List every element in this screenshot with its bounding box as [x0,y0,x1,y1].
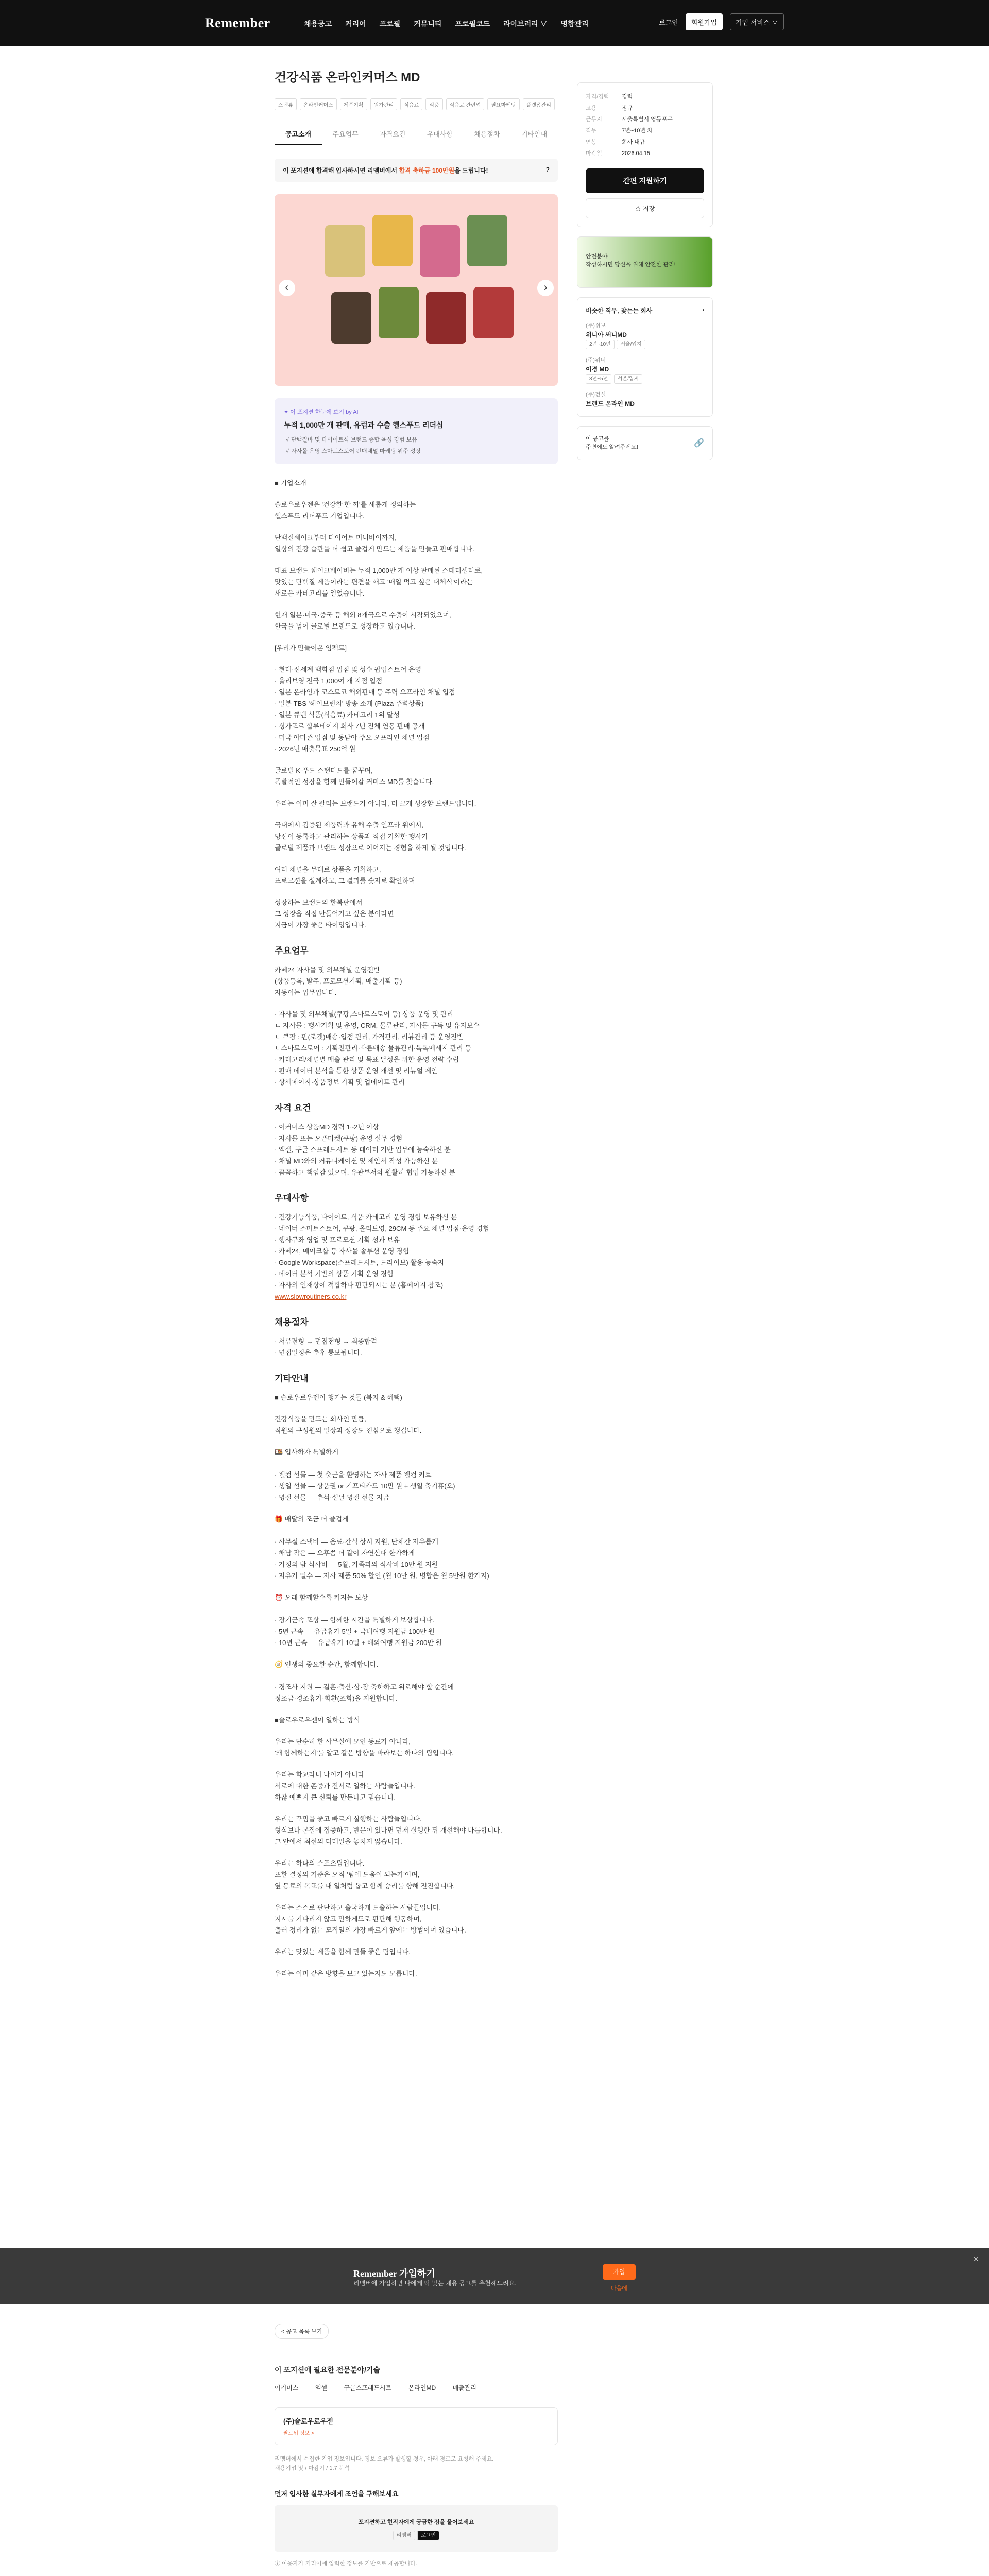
job-tag: 플랫폼관리 [523,98,555,110]
summary-row: 고용 정규 [586,105,633,111]
skills-title: 이 포지션에 필요한 전문분야/기술 [275,2366,380,2374]
company-follow[interactable]: 팔로워 정보 > [283,2431,314,2436]
job-tag: 필요마케팅 [487,98,519,110]
nav-community[interactable]: 커뮤니티 [414,20,442,28]
back-to-list-button[interactable]: < 공고 목록 보기 [275,2324,329,2339]
rec-item[interactable]: (주)쉬보 위니아 써니MD 2년~10년 서울/입지 [586,321,704,348]
ai-point: ✓ 단백질바 및 다이어트식 브랜드 종합 육성 경험 보유 [286,437,417,443]
share-text: 이 공고를 주변에도 알려주세요! [586,436,638,450]
apply-button[interactable]: 간편 지원하기 [586,168,704,193]
etc-heading: 기타안내 [275,1374,309,1383]
job-tag: 제품기획 [340,98,367,110]
paragraph: · 자사몰 및 외부채널(쿠팡,스마트스토어 등) 상품 운영 및 관리 ㄴ 자사몰 : 행사기획 및 운영, CRM, 물류관리, 자사몰 구독 및 유지보수 ㄴ 쿠팡 : 판(로켓)배송·입점 관리, 가격관리, 리뷰관리 등 운영전반 ㄴ스마트스토어 : 기획전관리·빠른배송 물류관리·톡톡메세지 관리 등 · 카테고리/채널별 매출 관리 및 목표 달성을 위한 운영 전략 수립 · 판매 데이터 분석을 통한 상품 운영 개선 및 리뉴얼 제안 · 상세페이지·상품정보 기획 및 업데이트 관리 [275,1010,480,1086]
job-tag: 원가관리 [370,98,398,110]
process-heading: 채용절차 [275,1317,309,1327]
product-image [473,287,514,338]
tab-preferred[interactable]: 우대사항 [427,130,453,138]
paragraph: 우리는 이미 같은 방향을 보고 있는지도 모릅니다. [275,1970,417,1977]
job-tag: 스낵류 [275,98,297,110]
ai-headline: 누적 1,000만 개 판매, 유럽과 수출 헬스푸드 리더십 [284,421,444,429]
paragraph: 글로벌 K-푸드 스탠다드를 꿈꾸며, 폭발적인 성장을 함께 만들어갈 커머스 MD를 찾습니다. [275,767,434,786]
product-image [372,215,413,266]
tab-intro[interactable]: 공고소개 [275,124,322,145]
peer-login-button[interactable]: 로그인 [417,2531,439,2540]
peer-banner: 포지션하고 현직자에게 궁금한 점을 물어보세요 리멤버 로그인 [275,2505,558,2552]
skill-item: 온라인MD [408,2384,436,2392]
cta-later-link[interactable]: 다음에 [611,2285,627,2292]
paragraph: 단백질쉐이크부터 다이어트 미니바이까지, 일상의 건강 습관을 더 쉽고 즐겁게 만드는 제품을 만들고 판매합니다. [275,534,474,553]
paragraph: 국내에서 검증된 제품력과 유해 수출 인프라 위에서, 당신이 등록하고 관리하는 상품과 직접 기획한 행사가 글로벌 제품과 브랜드 성장으로 이어지는 경험을 하게 될 것입니다. [275,821,466,852]
remember-logo[interactable]: Remember [205,15,270,30]
help-icon[interactable]: ? [545,166,550,173]
paragraph: 대표 브랜드 쉐이크베이비는 누적 1,000만 개 이상 판매된 스테디셀러로, 맛있는 단백질 제품이라는 편견을 깨고 '매일 먹고 싶은 대체식'이라는 새로운 카테고리를 열었습니다. [275,567,483,597]
duties-heading: 주요업무 [275,946,309,956]
paragraph: 🎁 배달의 조금 더 즐겁게 · 사무실 스낵바 — 음료·간식 상시 지원, 단체간 자유롭게 · 해남 작은 — 오후쯤 더 같이 자연산대 한가하게 · 가정의 밤 식사비 — 5월, 가족과의 식사비 10만 원 지원 · 자유가 일수 — 자사 제품 50% 할인 (월 10만 원, 병합은 월 5만원 한가지) [275,1515,489,1580]
biz-service-button[interactable]: 기업 서비스 ∨ [730,13,784,30]
skill-item: 매출관리 [452,2384,476,2392]
summary-row: 마감일 2026.04.15 [586,150,651,157]
preferred-heading: 우대사항 [275,1193,309,1203]
job-tag: 식음료 [400,98,422,110]
peer-button[interactable]: 리멤버 [393,2531,415,2540]
close-icon[interactable]: × [973,2254,979,2264]
company-name: (주)슬로우로우젠 [283,2417,333,2425]
job-main [275,67,558,1990]
top-navigation [0,0,989,46]
nav-library[interactable]: 라이브러리 ∨ [503,20,548,28]
skills-list [275,2383,558,2393]
tab-duties[interactable]: 주요업무 [332,130,359,138]
job-title: 건강식품 온라인커머스 MD [275,71,420,84]
company-card[interactable] [275,2407,558,2445]
header-actions [659,13,784,30]
paragraph: ■슬로우로우젠이 일하는 방식 [275,1716,360,1724]
summary-row: 근무지 서울특별시 영등포구 [586,116,673,123]
signup-cta-bar [0,2248,989,2304]
cta-logo: Remember 가입하기 [353,2268,435,2279]
lower-section [275,2324,558,2576]
job-tag: 온라인커머스 [300,98,337,110]
paragraph: 카페24 자사몰 및 외부채널 운영전반 (상품등록, 발주, 프로모션기획, 매출기획 등) 자동이는 업무입니다. [275,966,402,996]
paragraph: 우리는 하나의 스포츠팀입니다. 또한 결정의 기준은 오직 '팀에 도움이 되는가'이며, 옆 동료의 목표를 내 일처럼 돕고 함께 승리를 향해 전진합니다. [275,1859,455,1890]
peer-title: 먼저 입사한 실무자에게 조언을 구해보세요 [275,2490,399,2498]
requirements-heading: 자격 요건 [275,1103,311,1113]
paragraph: · 건강기능식품, 다이어트, 식품 카테고리 운영 경험 보유하신 분 · 네이버 스마트스토어, 쿠팡, 올리브영, 29CM 등 주요 채널 입점·운영 경험 · 행사구좌 영업 및 프로모션 기획 성과 보유 · 카페24, 메이크샵 등 자사몰 솔루션 운영 경험 · Google Workspace(스프레드시트, 드라이브) 활용 능숙자 · 데이터 분석 기반의 상품 기획 운영 경험 · 자사의 인재상에 적합하다 판단되시는 분 (홈페이지 참조) [275,1213,489,1289]
product-image [379,287,419,338]
chevron-right-icon[interactable]: › [702,306,704,313]
paragraph: 우리는 스스로 판단하고 출국하게 도출하는 사람들입니다. 지시를 기다리지 않고 만하게드로 판단해 행동하며, 출러 정리가 없는 모직일의 가장 빠르게 앞에는 방법이며 있습니다. [275,1904,466,1934]
paragraph: · 현대·신세계 백화점 입점 및 성수 팝업스토어 운영 · 올리브영 전국 1,000여 개 지점 입점 · 일본 온라인과 코스트코 해외판매 등 주력 오프라인 채널 입점 · 일본 TBS '헤이브런치' 방송 소개 (Plaza 주력상품) · 일본 큐텐 식품(식음료) 카테고리 1위 달성 · 싱가포르 합류테이지 회사 7년 전체 연동 판매 공개 · 미국 아마존 입점 및 동남아 주요 오프라인 채널 입점 · 2026년 매출목표 250억 원 [275,666,455,753]
product-banner [275,194,558,386]
paragraph: · 서류전형 → 면접전형 → 최종합격 · 면접일정은 추후 통보됩니다. [275,1337,378,1357]
paragraph: 🍱 입사하자 특별하게 · 웰컴 선물 — 첫 출근을 환영하는 자사 제품 웰컴 키트 · 생일 선물 — 상품권 or 기프티카드 10만 원 + 생일 축기휴(오) · 명절 선물 — 추석·설날 명절 선물 지급 [275,1448,455,1501]
notice-text-end: 을 드립니다! [454,167,488,174]
paragraph: ■ 슬로우로우젠이 챙기는 것들 (복지 & 혜택) [275,1394,402,1401]
signup-button[interactable]: 회원가입 [686,13,723,30]
paragraph: [우리가 만들어온 임팩트] [275,644,347,652]
section-label: ■ 기업소개 [275,479,306,487]
product-image [331,292,371,344]
summary-row: 연봉 회사 내규 [586,139,645,145]
chevron-left-icon[interactable]: ‹ [279,280,295,296]
product-image [467,215,507,266]
paragraph: 우리는 꾸밈을 좋고 빠르게 실행하는 사람들입니다. 형식보다 본질에 집중하고, 반문이 있다면 먼저 실행한 뒤 개선해야 다릅합니다. 그 안에서 최선의 디테일을 놓치지 않습니다. [275,1815,502,1845]
nav-card-manage[interactable]: 명함관리 [560,20,589,28]
ai-point: ✓ 자사몰 운영 스마트스토어 판매채널 마케팅 위주 성장 [286,448,421,454]
paragraph: 성장하는 브랜드의 한복판에서 그 성장을 직접 만들어가고 싶은 분이라면 지금이 가장 좋은 타이밍입니다. [275,899,394,929]
paragraph: 🧭 인생의 중요한 순간, 함께합니다. · 경조사 지원 — 결혼·출산·상·장 축하하고 위로해야 할 순간에 정조금·경조휴가·화환(조화)을 지원합니다. [275,1660,454,1702]
skill-item: 엑셀 [315,2384,328,2392]
job-tags [275,98,558,110]
ad-banner[interactable]: 안전분야 작성하시면 당신을 위해 안전한 관리! [577,236,713,288]
paragraph: 우리는 학교라니 나이가 아니라 서로에 대한 존중과 진서로 일하는 사람들입니다. 하찮 예쁘지 큰 신뢰를 만든다고 믿습니다. [275,1771,415,1801]
paragraph: · 이커머스 상품MD 경력 1~2년 이상 · 자사몰 또는 오픈마켓(쿠팡) 운영 실무 경험 · 엑셀, 구글 스프레드시트 등 데이터 기반 업무에 능숙하신 분 · 채널 MD와의 커뮤니케이션 및 제안서 작성 가능하신 분 · 꼼꼼하고 책임감 있으며, 유관부서와 원활히 협업 가능하신 분 [275,1123,455,1176]
chevron-right-icon[interactable]: › [537,280,554,296]
ai-summary [275,398,558,464]
skill-item: 구글스프레드시트 [344,2384,392,2392]
job-tag: 식음료 관련업 [446,98,485,110]
save-button[interactable]: ☆ 저장 [586,198,704,218]
tab-etc[interactable]: 기타안내 [521,130,548,138]
skill-item: 이커머스 [275,2384,299,2392]
nav-profile-code[interactable]: 프로필코드 [455,20,490,28]
job-tag: 식품 [425,98,442,110]
info-note: ⓘ 이용자가 커리어에 입력한 정보를 기반으로 제공합니다. [275,2561,417,2567]
tab-requirements[interactable]: 자격요건 [380,130,406,138]
job-description [275,478,558,1979]
notice-text: 이 포지션에 합격해 입사하시면 리멤버에서 [283,167,399,174]
paragraph: 우리는 이미 잘 팔리는 브랜드가 아니라, 더 크게 성장할 브랜드입니다. [275,800,476,807]
product-image [426,292,466,344]
job-tabs [275,124,558,145]
paragraph: 여러 채널을 무대로 상품을 기획하고, 프로모션을 설계하고, 그 결과를 숫자로 확인하며 [275,866,415,885]
job-summary-card [577,82,713,227]
paragraph: 우리는 맛있는 제품을 함께 만들 좋은 팀입니다. [275,1948,411,1956]
cta-text: 리멤버에 가입하면 나에게 딱 맞는 채용 공고를 추천해드려요. [353,2280,517,2287]
company-link[interactable]: www.slowroutiners.co.kr [275,1293,347,1300]
bonus-notice [275,159,558,182]
summary-row: 자격/경력 경력 [586,94,633,100]
main-nav [304,19,589,29]
summary-row: 직무 7년~10년 차 [586,128,653,134]
job-sidebar [577,82,713,469]
ai-label: ✦ 이 포지션 한눈에 보기 by AI [284,409,359,415]
rec-item[interactable]: (주)건설 브랜드 온라인 MD [586,392,635,408]
nav-career[interactable]: 커리어 [345,20,366,28]
cta-signup-button[interactable]: 가입 [603,2264,636,2280]
company-note: 리멤버에서 수집한 기업 정보입니다. 정보 오류가 발생할 경우, 아래 경로로 요청해 주세요. 채용기업 및 / 마감기 / 1.7 분석 [275,2456,494,2471]
login-link[interactable]: 로그인 [659,19,678,26]
paragraph: 슬로우로우젠은 '건강한 한 끼'를 새롭게 정의하는 헬스푸드 리더푸드 기업입니다. [275,501,416,520]
nav-jobs[interactable]: 채용공고 [304,20,332,28]
paragraph: ⏰ 오래 함께할수록 커지는 보상 · 장기근속 포상 — 함께한 시간을 특별하게 보상합니다. · 5년 근속 — 유급휴가 5일 + 국내여행 지원금 100만 원 · 10년 근속 — 유급휴가 10일 + 해외여행 지원금 200만 원 [275,1594,442,1647]
rec-item[interactable]: (주)위너 이경 MD 3년~5년 서울/입지 [586,355,704,383]
notice-highlight: 합격 축하금 100만원 [399,167,455,174]
nav-profile[interactable]: 프로필 [379,20,401,28]
rec-title: 비슷한 직무, 찾는는 회사 [586,307,653,314]
product-image [325,225,365,277]
link-icon[interactable]: 🔗 [694,439,704,448]
paragraph: 건강식품을 만드는 회사인 만큼, 직원의 구성원의 일상과 성장도 진심으로 챙깁니다. [275,1415,422,1434]
tab-process[interactable]: 채용절차 [474,130,500,138]
paragraph: 우리는 단순히 한 사무실에 모인 동료가 아니라, '왜 함께하는지'를 알고 같은 방향을 바라보는 하나의 팀입니다. [275,1738,454,1757]
paragraph: 현재 일본·미국·중국 등 해외 8개국으로 수출이 시작되었으며, 한국을 넘어 글로벌 브랜드로 성장하고 있습니다. [275,611,451,630]
share-card [577,426,713,460]
product-image [420,225,460,277]
similar-companies-card [577,297,713,417]
